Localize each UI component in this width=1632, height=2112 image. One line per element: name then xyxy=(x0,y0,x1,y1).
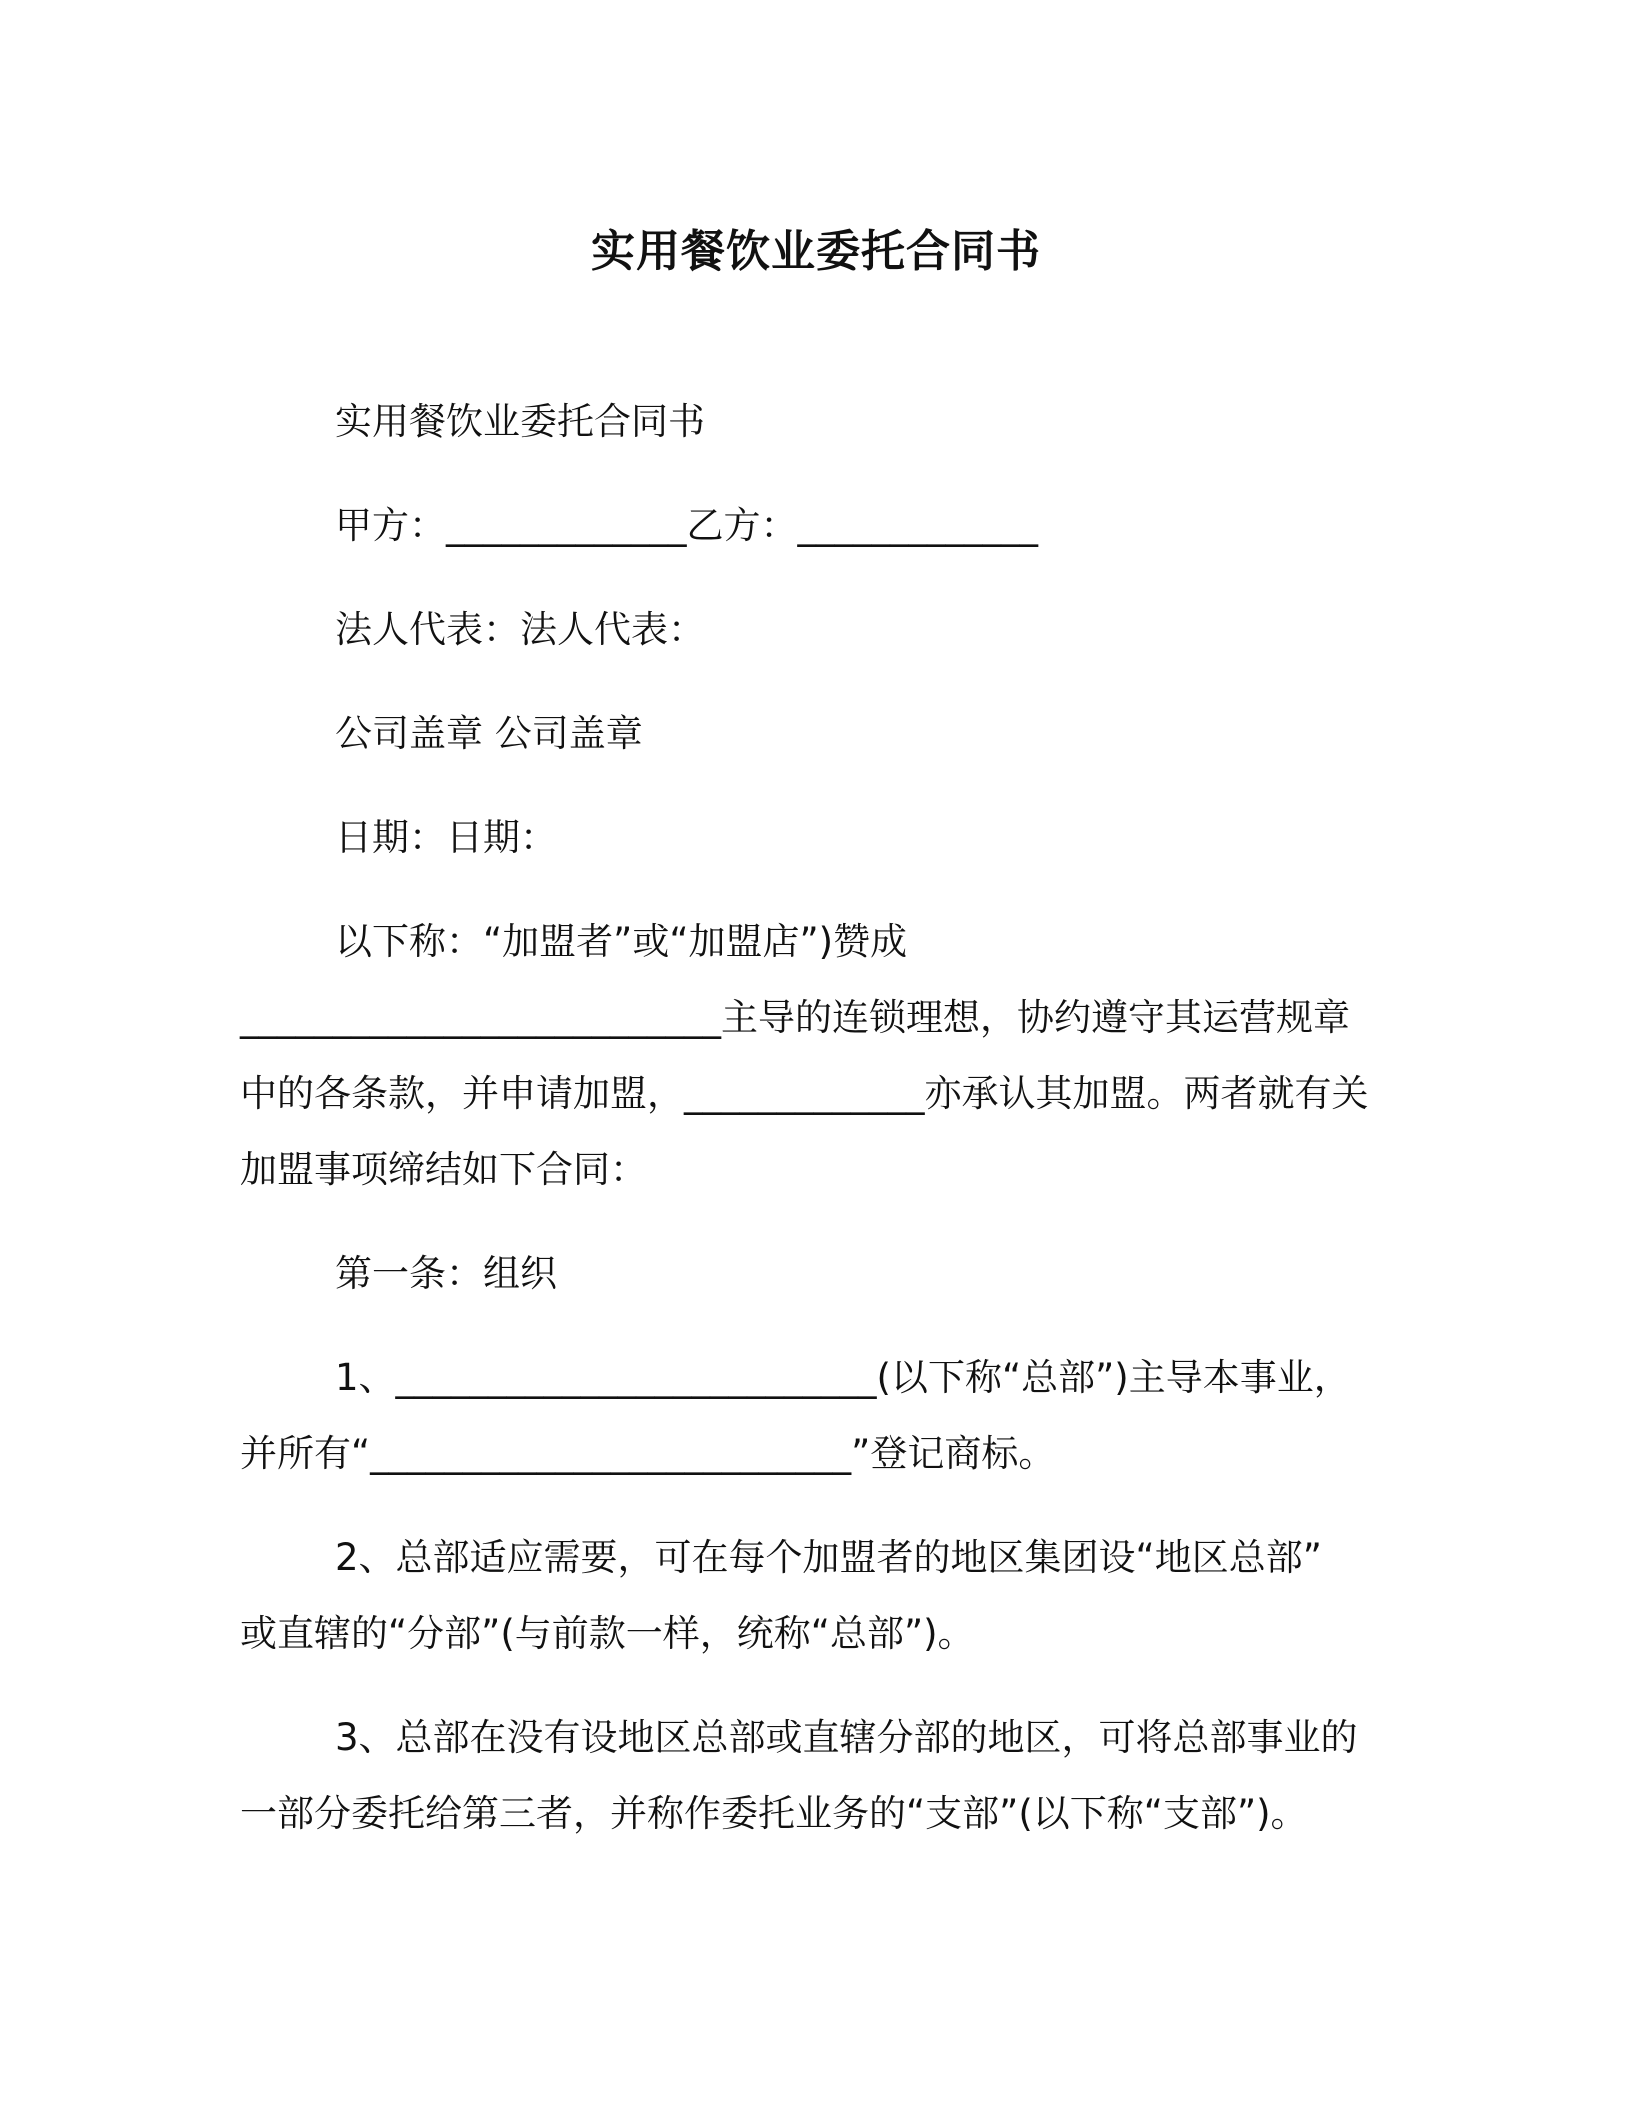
clause-3-line-2: 一部分委托给第三者，并称作委托业务的“支部”(以下称“支部”)。 xyxy=(240,1792,1308,1835)
subtitle-line: 实用餐饮业委托合同书 xyxy=(335,400,705,443)
preamble-line-2: __________________________主导的连锁理想，协约遵守其运营规章 xyxy=(240,996,1350,1039)
clause-2-line-1: 2、总部适应需要，可在每个加盟者的地区集团设“地区总部” xyxy=(335,1536,1322,1579)
clause-1-line-1: 1、__________________________(以下称“总部”)主导本事业， xyxy=(335,1356,1351,1399)
clause-1-line-2: 并所有“__________________________”登记商标。 xyxy=(240,1432,1056,1475)
party-line: 甲方：_____________乙方：_____________ xyxy=(335,504,1038,547)
clause-2-line-2: 或直辖的“分部”(与前款一样，统称“总部”)。 xyxy=(240,1612,975,1655)
company-seal-line: 公司盖章 公司盖章 xyxy=(335,712,643,755)
preamble-line-3: 中的各条款，并申请加盟，_____________亦承认其加盟。两者就有关 xyxy=(240,1072,1369,1115)
date-line: 日期：日期： xyxy=(335,816,557,859)
preamble-line-4: 加盟事项缔结如下合同： xyxy=(240,1148,647,1191)
article-heading: 第一条：组织 xyxy=(335,1252,557,1295)
clause-3-line-1: 3、总部在没有设地区总部或直辖分部的地区，可将总部事业的 xyxy=(335,1716,1358,1759)
preamble-line-1: 以下称：“加盟者”或“加盟店”)赞成 xyxy=(335,920,908,963)
document-title: 实用餐饮业委托合同书 xyxy=(591,226,1041,277)
legal-rep-line: 法人代表：法人代表： xyxy=(335,608,705,651)
